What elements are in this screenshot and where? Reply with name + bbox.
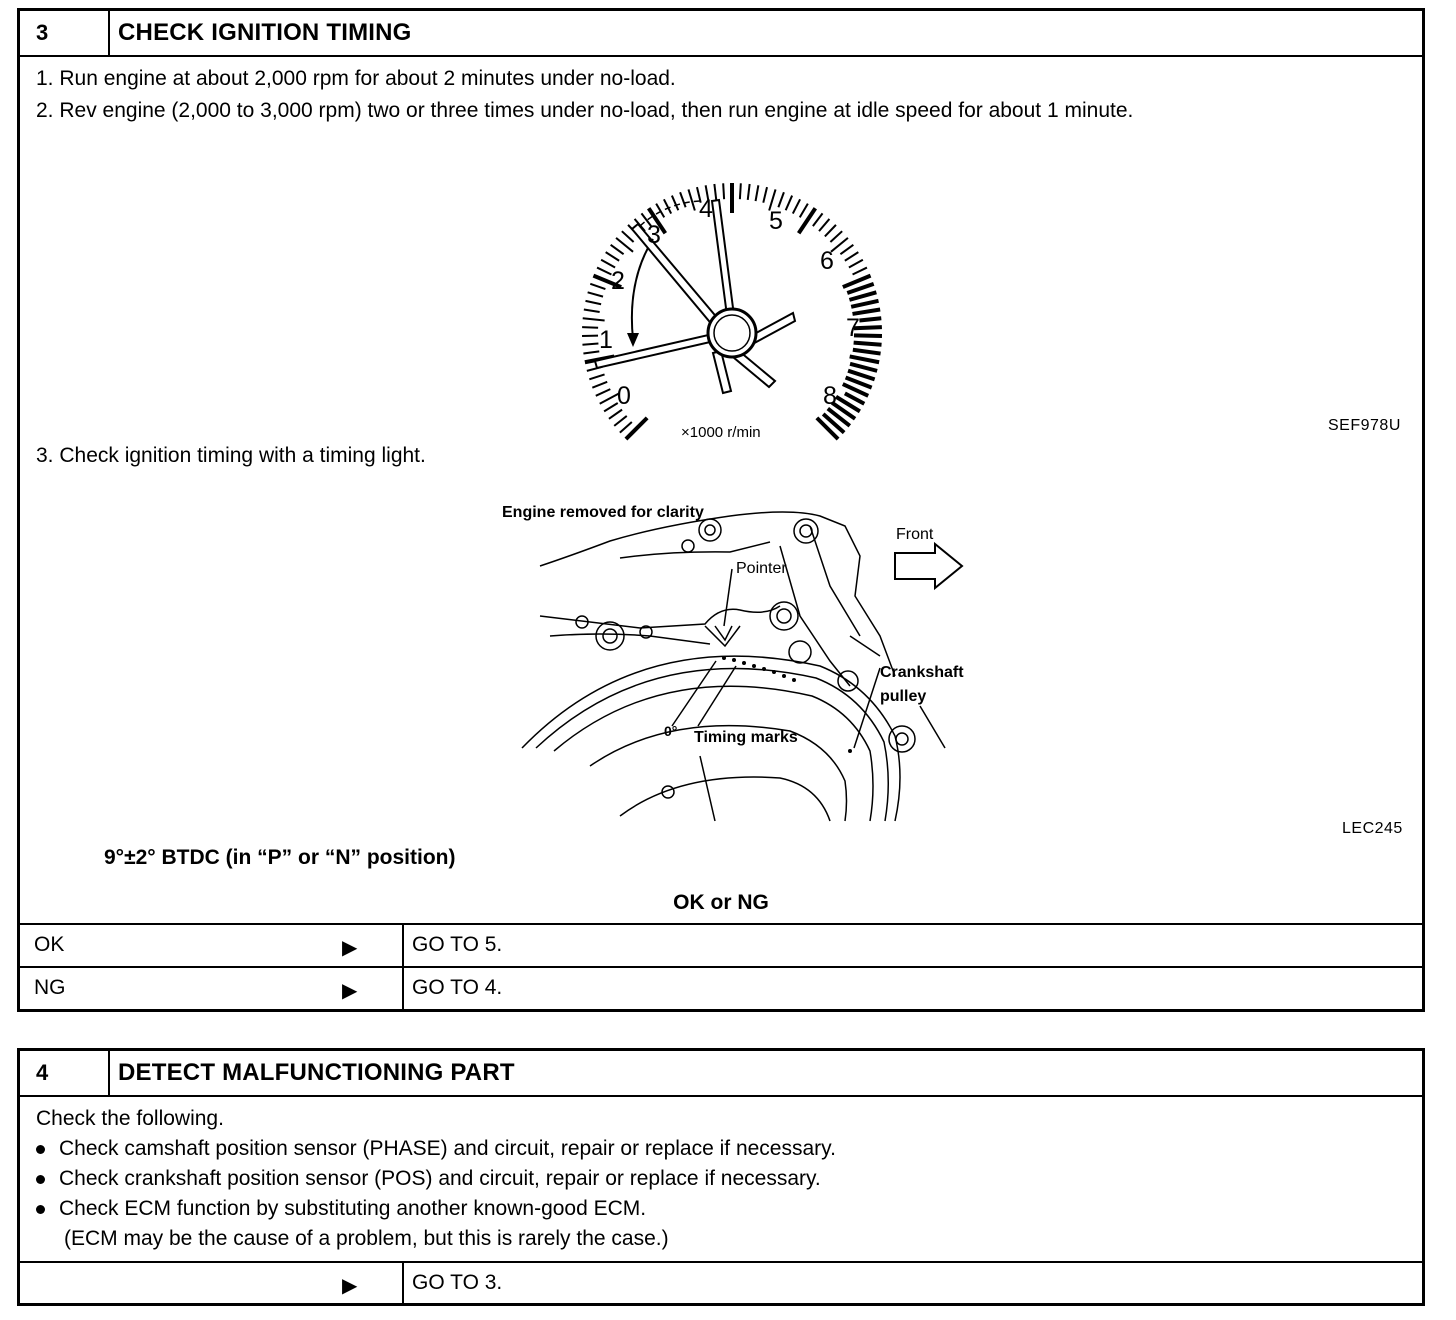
instruction-2: 2. Rev engine (2,000 to 3,000 rpm) two or three times under no-load, then run engine at idle speed for about 1 minute. — [36, 99, 1134, 122]
label-timing-marks: Timing marks — [694, 729, 798, 746]
step4-title: DETECT MALFUNCTIONING PART — [118, 1059, 515, 1086]
result-action-ok: GO TO 5. — [412, 933, 503, 956]
label-pulley: pulley — [880, 688, 927, 705]
play-arrow-icon: ▶ — [342, 980, 358, 1002]
step4-number: 4 — [36, 1060, 49, 1085]
check-item-note: (ECM may be the cause of a problem, but this is rarely the case.) — [64, 1227, 669, 1250]
tachometer-tick — [614, 416, 627, 426]
bullet-icon — [36, 1145, 45, 1154]
tachometer-tick — [672, 196, 678, 211]
check-item-1: Check camshaft position sensor (PHASE) and circuit, repair or replace if necessary. — [36, 1137, 836, 1161]
tachometer-tick — [786, 196, 792, 211]
tachometer-tick — [840, 245, 853, 254]
label-zero-degrees: 0° — [664, 723, 678, 739]
label-pointer: Pointer — [736, 560, 787, 577]
instruction-3: 3. Check ignition timing with a timing light. — [36, 444, 426, 467]
step3-header — [20, 11, 1422, 57]
tachometer-tick — [584, 310, 600, 313]
tachometer-tick — [851, 301, 878, 307]
label-crankshaft: Crankshaft — [880, 664, 964, 681]
tachometer-tick — [609, 410, 622, 419]
step3-title: CHECK IGNITION TIMING — [118, 19, 412, 46]
svg-text:8: 8 — [823, 382, 837, 410]
tachometer-tick — [688, 189, 694, 210]
tachometer-tick — [589, 374, 604, 379]
tachometer-tick — [611, 245, 624, 254]
tachometer-tick — [592, 382, 607, 388]
check-item-3: Check ECM function by substituting another known-good ECM. — [36, 1197, 646, 1221]
tachometer-tick — [590, 284, 605, 289]
timing-marks-figure — [500, 486, 980, 826]
tachometer-figure — [535, 141, 925, 441]
tachometer-tick — [756, 185, 759, 201]
judgement-heading: OK or NG — [673, 891, 769, 914]
tachometer-tick — [859, 318, 881, 320]
tachometer-tick — [830, 231, 842, 242]
result-row-ok — [20, 923, 1422, 967]
tachometer-tick — [680, 192, 686, 207]
arrow-icon — [632, 239, 653, 339]
tachometer-tick — [585, 301, 601, 304]
tachometer-tick — [588, 292, 603, 296]
tachometer-tick — [853, 268, 867, 275]
svg-text:1: 1 — [599, 326, 613, 354]
tachometer-tick — [778, 192, 784, 207]
figure-id-lec245: LEC245 — [1342, 820, 1403, 837]
result-label-ok: OK — [34, 933, 65, 956]
svg-text:4: 4 — [699, 195, 713, 223]
svg-text:2: 2 — [611, 267, 625, 295]
tachometer-tick — [817, 418, 838, 439]
bullet-icon — [36, 1175, 45, 1184]
tachometer-tick — [604, 403, 618, 411]
tachometer-tick — [799, 208, 816, 233]
tachometer-unit: ×1000 r/min — [681, 424, 761, 441]
step3-number: 3 — [36, 20, 49, 45]
step4-box — [17, 1048, 1425, 1306]
tachometer-tick — [853, 350, 881, 354]
figure-id-sef978u: SEF978U — [1328, 417, 1401, 434]
tachometer-tick — [813, 213, 823, 226]
tachometer-tick — [748, 184, 750, 200]
play-arrow-icon: ▶ — [342, 937, 358, 959]
tachometer-tick — [622, 231, 634, 242]
tachometer-tick — [606, 252, 619, 261]
svg-text:7: 7 — [846, 314, 860, 342]
label-engine-removed: Engine removed for clarity — [502, 504, 704, 521]
tachometer-tick — [850, 356, 879, 362]
tachometer-tick — [596, 389, 611, 396]
tachometer-tick — [793, 199, 800, 213]
tachometer-tick — [582, 344, 598, 345]
tachometer-tick — [850, 364, 877, 371]
tachometer-tick — [597, 268, 611, 275]
bullet-icon — [36, 1205, 45, 1214]
tachometer-tick — [582, 327, 598, 328]
step4-header — [20, 1051, 1422, 1097]
tachometer-tick — [656, 204, 664, 218]
tachometer-tick — [763, 187, 767, 203]
check-item-2: Check crankshaft position sensor (POS) and circuit, repair or replace if necessary. — [36, 1167, 821, 1191]
tachometer-tick — [845, 252, 858, 261]
tachometer-tick — [819, 219, 829, 231]
instruction-1: 1. Run engine at about 2,000 rpm for about 2 minutes under no-load. — [36, 67, 676, 90]
timing-spec: 9°±2° BTDC (in “P” or “N” position) — [104, 846, 456, 869]
tachometer-tick — [800, 204, 808, 218]
front-arrow-icon — [895, 544, 962, 588]
result-action-step4: GO TO 3. — [412, 1271, 503, 1294]
tachometer-tick — [664, 199, 671, 213]
svg-text:3: 3 — [647, 221, 661, 249]
label-front: Front — [896, 526, 934, 543]
tachometer-tick — [825, 225, 836, 237]
tachometer-tick — [849, 260, 863, 268]
tachometer-tick — [620, 422, 632, 433]
tachometer-tick — [583, 318, 605, 320]
tachometer-tick — [740, 183, 741, 199]
play-arrow-icon: ▶ — [342, 1275, 358, 1297]
result-action-ng: GO TO 4. — [412, 976, 503, 999]
result-row-step4 — [20, 1261, 1422, 1305]
svg-text:5: 5 — [769, 207, 783, 235]
svg-text:6: 6 — [820, 247, 834, 275]
tachometer-tick — [583, 351, 599, 353]
step3-box — [17, 8, 1425, 1012]
result-label-ng: NG — [34, 976, 66, 999]
result-row-ng — [20, 966, 1422, 1010]
tachometer-tick — [723, 183, 724, 199]
tachometer-tick — [626, 418, 647, 439]
svg-text:0: 0 — [617, 382, 631, 410]
tachometer-tick — [849, 292, 876, 300]
step4-intro: Check the following. — [36, 1107, 224, 1130]
tachometer-tick — [714, 184, 716, 200]
tachometer-tick — [854, 343, 882, 345]
